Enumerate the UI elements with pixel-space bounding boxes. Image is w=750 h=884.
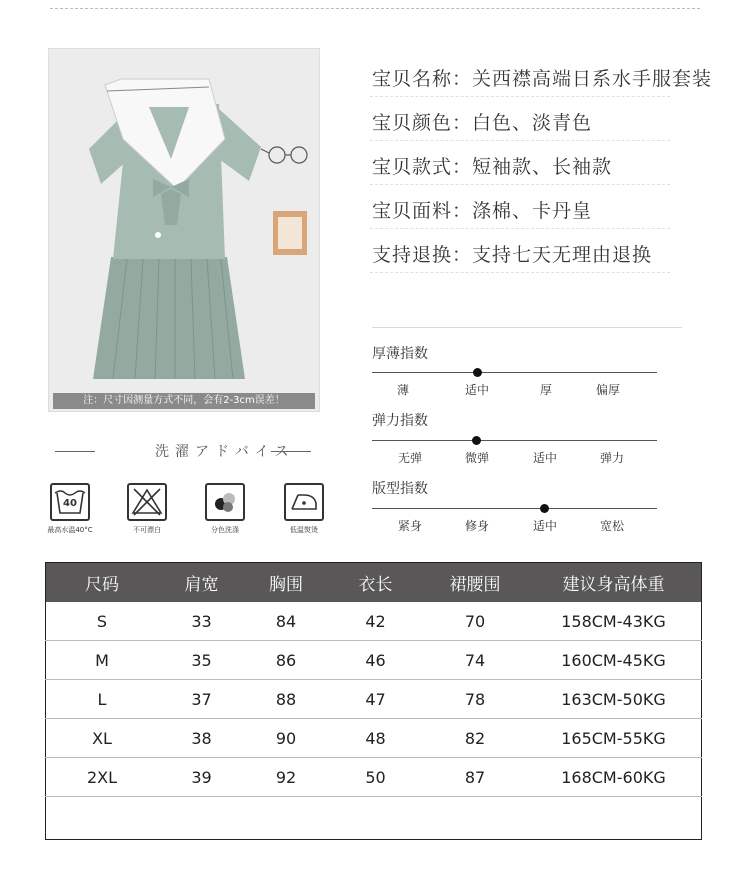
fit-indicator-dot [540, 504, 549, 513]
top-divider [50, 8, 700, 9]
info-separator [370, 184, 670, 185]
table-row [46, 680, 702, 719]
thickness-scale-line [372, 372, 657, 373]
table-row [46, 758, 702, 797]
header-chest: 胸围 [245, 563, 327, 603]
cell-shoulder: 38 [158, 719, 245, 758]
thickness-index-title: 厚薄指数 [372, 346, 428, 362]
cell-skirt-waist: 74 [424, 641, 526, 680]
wash-40-icon: 40 [50, 483, 90, 521]
size-table-header [46, 563, 702, 603]
thickness-label: 厚 [539, 383, 552, 397]
cell-skirt-waist: 70 [424, 602, 526, 641]
care-item-separate: 分色洗涤 [200, 483, 250, 535]
header-recommended: 建议身高体重 [526, 563, 702, 603]
thickness-label: 薄 [396, 383, 409, 397]
cell-chest: 92 [245, 758, 327, 797]
cell-chest: 86 [245, 641, 327, 680]
info-name: 宝贝名称：关西襟高端日系水手服套装 [372, 68, 713, 90]
cell-chest: 88 [245, 680, 327, 719]
cell-skirt-waist: 82 [424, 719, 526, 758]
heading-rule [55, 451, 95, 452]
table-row [46, 641, 702, 680]
cell-chest: 84 [245, 602, 327, 641]
elasticity-indicator-dot [472, 436, 481, 445]
cell-size: XL [46, 719, 159, 758]
elasticity-label: 无弹 [397, 451, 422, 465]
cell-recommended: 165CM-55KG [526, 719, 702, 758]
elasticity-label: 弹力 [599, 451, 624, 465]
care-advice-heading: 洗濯アドバイス [55, 441, 315, 461]
sailor-uniform-illustration [49, 49, 319, 411]
cell-chest: 90 [245, 719, 327, 758]
cell-size: L [46, 680, 159, 719]
info-separator [370, 228, 670, 229]
low-iron-icon [284, 483, 324, 521]
cell-skirt-waist: 78 [424, 680, 526, 719]
care-item-iron: 低温熨烫 [279, 483, 329, 535]
section-divider [372, 327, 682, 328]
table-row [46, 602, 702, 641]
cell-size: M [46, 641, 159, 680]
thickness-label: 偏厚 [595, 383, 620, 397]
size-table [45, 562, 702, 840]
cell-shoulder: 35 [158, 641, 245, 680]
cell-recommended: 168CM-60KG [526, 758, 702, 797]
table-row [46, 719, 702, 758]
elasticity-scale-line [372, 440, 657, 441]
cell-shoulder: 39 [158, 758, 245, 797]
fit-label: 紧身 [397, 519, 422, 533]
info-color: 宝贝颜色：白色、淡青色 [372, 112, 593, 134]
heading-rule [271, 451, 311, 452]
info-fabric: 宝贝面料：涤棉、卡丹皇 [372, 200, 593, 222]
thickness-label: 适中 [464, 383, 489, 397]
cell-length: 50 [327, 758, 424, 797]
no-bleach-icon [127, 483, 167, 521]
fit-label: 适中 [532, 519, 557, 533]
header-size: 尺码 [46, 563, 159, 603]
table-row-empty [46, 797, 702, 840]
separate-wash-icon [205, 483, 245, 521]
fit-scale-line [372, 508, 657, 509]
cell-size: S [46, 602, 159, 641]
cell-size: 2XL [46, 758, 159, 797]
care-item-no-bleach: 不可漂白 [122, 483, 172, 535]
fit-label: 修身 [464, 519, 489, 533]
photo-caption: 注：尺寸因测量方式不同，会有2-3cm误差！ [53, 393, 315, 409]
elasticity-index-title: 弹力指数 [372, 413, 428, 429]
cell-recommended: 160CM-45KG [526, 641, 702, 680]
header-shoulder: 肩宽 [158, 563, 245, 603]
care-item-wash: 40 最高水温40°C [45, 483, 95, 535]
info-separator [370, 272, 670, 273]
cell-shoulder: 37 [158, 680, 245, 719]
cell-length: 42 [327, 602, 424, 641]
elasticity-label: 微弹 [464, 451, 489, 465]
product-photo [48, 48, 320, 412]
info-separator [370, 140, 670, 141]
header-length: 衣长 [327, 563, 424, 603]
cell-length: 46 [327, 641, 424, 680]
thickness-indicator-dot [473, 368, 482, 377]
elasticity-label: 适中 [532, 451, 557, 465]
info-style: 宝贝款式：短袖款、长袖款 [372, 156, 613, 178]
cell-skirt-waist: 87 [424, 758, 526, 797]
cell-shoulder: 33 [158, 602, 245, 641]
cell-length: 47 [327, 680, 424, 719]
header-skirt-waist: 裙腰围 [424, 563, 526, 603]
info-separator [370, 96, 670, 97]
fit-index-title: 版型指数 [372, 481, 428, 497]
cell-length: 48 [327, 719, 424, 758]
info-return: 支持退换：支持七天无理由退换 [372, 244, 653, 266]
fit-label: 宽松 [599, 519, 624, 533]
cell-recommended: 158CM-43KG [526, 602, 702, 641]
cell-recommended: 163CM-50KG [526, 680, 702, 719]
